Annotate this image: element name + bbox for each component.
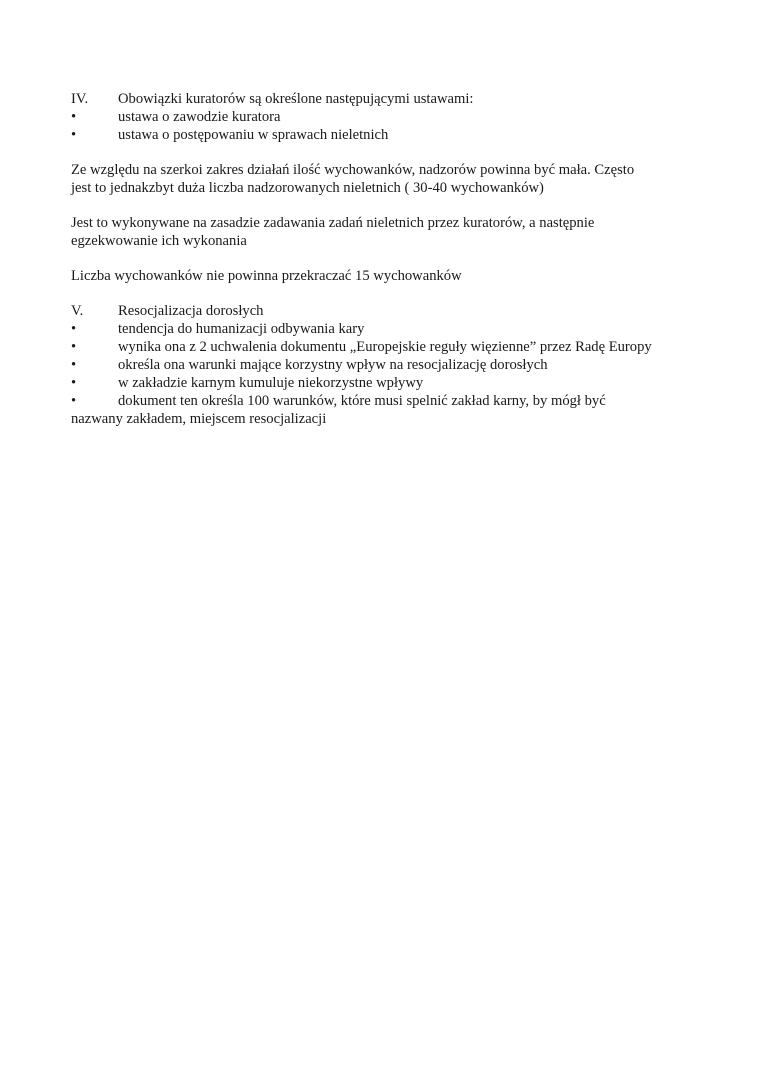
section-v-marker: V.	[71, 303, 84, 319]
list-item-text: w zakładzie karnym kumuluje niekorzystne wpływy	[118, 375, 424, 391]
paragraph-line: Ze względu na szerkoi zakres działań ilość wychowanków, nadzorów powinna być mała. Często	[71, 162, 635, 178]
paragraph	[71, 267, 691, 285]
bullet-icon: •	[71, 357, 77, 373]
paragraph	[71, 161, 691, 197]
list-item	[71, 374, 691, 392]
list-item	[71, 338, 691, 356]
section-v-heading	[71, 302, 691, 320]
paragraph-line: Liczba wychowanków nie powinna przekraczać 15 wychowanków	[71, 268, 462, 284]
list-item	[71, 108, 691, 126]
list-item-text: tendencja do humanizacji odbywania kary	[118, 321, 365, 337]
list-item	[71, 320, 691, 338]
bullet-icon: •	[71, 109, 77, 125]
list-item-text: wynika ona z 2 uchwalenia dokumentu „Europejskie reguły więzienne” przez Radę Europy	[118, 339, 652, 355]
list-item-text: określa ona warunki mające korzystny wpływ na resocjalizację dorosłych	[118, 357, 548, 373]
bullet-icon: •	[71, 393, 77, 409]
bullet-icon: •	[71, 321, 77, 337]
paragraph-line: Jest to wykonywane na zasadzie zadawania zadań nieletnich przez kuratorów, a następnie	[71, 215, 595, 231]
list-item	[71, 356, 691, 374]
section-iv-marker: IV.	[71, 91, 89, 107]
paragraph-line: egzekwowanie ich wykonania	[71, 233, 247, 249]
paragraph	[71, 214, 691, 250]
paragraph-line: jest to jednakzbyt duża liczba nadzorowanych nieletnich ( 30-40 wychowanków)	[71, 180, 544, 196]
section-v-heading-text: Resocjalizacja dorosłych	[118, 303, 264, 319]
list-item-text: ustawa o postępowaniu w sprawach nieletnich	[118, 127, 389, 143]
list-item-text: ustawa o zawodzie kuratora	[118, 109, 281, 125]
bullet-icon: •	[71, 375, 77, 391]
list-item	[71, 392, 691, 410]
list-item-text: dokument ten określa 100 warunków, które musi spelnić zakład karny, by mógł być	[118, 393, 606, 409]
list-item	[71, 126, 691, 144]
section-iv-heading	[71, 90, 691, 108]
bullet-icon: •	[71, 339, 77, 355]
list-item-continuation: nazwany zakładem, miejscem resocjalizacji	[71, 411, 327, 427]
bullet-icon: •	[71, 127, 77, 143]
section-iv-heading-text: Obowiązki kuratorów są określone następującymi ustawami:	[118, 91, 474, 107]
document-page	[71, 90, 691, 428]
